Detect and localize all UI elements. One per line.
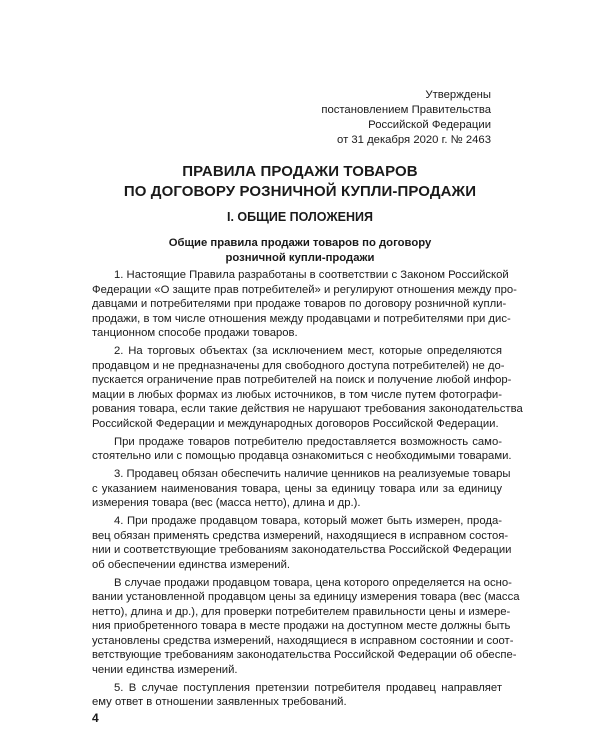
text-line: об обеспечении единства измерений. (92, 558, 291, 571)
text-line: ему ответ в отношении заявленных требований. (92, 696, 347, 708)
paragraph (92, 268, 517, 341)
text-line: рования товара, если такие действия не нарушают требования законодательства (92, 403, 523, 415)
paragraph (92, 576, 520, 678)
text-line: измерения товара (вес (масса нетто), длина и др.). (92, 497, 361, 509)
text-line: стоятельно или с помощью продавца ознакомиться с необходимыми товарами. (92, 450, 512, 462)
text-line: ния приобретенного товара в месте продажи на доступном месте должны быть (92, 620, 511, 632)
text-line: 2. На торговых объектах (за исключением мест, которые определяются (114, 345, 502, 357)
text-line: установлены средства измерений, находящиеся в исправном состоянии и соот- (92, 634, 514, 647)
paragraph (92, 514, 512, 572)
text-line: При продаже товаров потребителю предоставляется возможность само- (114, 435, 502, 448)
text-line: Федерации «О защите прав потребителей» и регулируют отношения между про- (92, 283, 517, 296)
document-body (92, 268, 523, 713)
text-line: пускается ограничение прав потребителей на поиск и получение любой инфор- (92, 374, 512, 386)
text-line: мации в любых формах из любых источников, в том числе путем фотографи- (92, 388, 502, 401)
subsection-line: Общие правила продажи товаров по договору (168, 237, 432, 249)
text-line: вании установленной продавцом цены за единицу измерения товара (вес (масса (92, 591, 520, 603)
text-line: с указанием наименования товара, цены за единицу товара или за единицу (92, 482, 502, 495)
subsection-line: розничной купли-продажи (225, 252, 375, 264)
text-line: нии и соответствующие требованиям законодательства Российской Федерации (92, 544, 512, 556)
paragraph (92, 344, 523, 431)
document-title (0, 162, 600, 202)
text-line: продажи, в том числе отношения между продавцами и потребителями при дис- (92, 312, 511, 325)
paragraph (92, 681, 502, 710)
text-line: Российской Федерации и международных договоров Российской Федерации. (92, 417, 499, 430)
text-line: продавцом и не предназначены для свободного доступа потребителей) не до- (92, 359, 505, 372)
paragraph (92, 435, 512, 464)
text-line: 3. Продавец обязан обеспечить наличие ценников на реализуемые товары (114, 468, 511, 480)
text-line: В случае продажи продавцом товара, цена которого определяется на осно- (114, 576, 512, 589)
text-line: ветствующие требованиям законодательства Российской Федерации об обеспе- (92, 649, 517, 661)
title-line: ПО ДОГОВОРУ РОЗНИЧНОЙ КУПЛИ-ПРОДАЖИ (123, 183, 477, 200)
text-line: нетто), длина и др.), для проверки потребителем правильности цены и измере- (92, 605, 511, 618)
title-line: ПРАВИЛА ПРОДАЖИ ТОВАРОВ (182, 163, 418, 180)
text-line: давцами и потребителями при продаже товаров по договору розничной купли- (92, 298, 507, 310)
approval-line: Утверждены (425, 89, 491, 101)
text-line: 1. Настоящие Правила разработаны в соответствии с Законом Российской (114, 269, 509, 281)
approval-block (321, 88, 491, 148)
text-line: танционном способе продажи товаров. (92, 327, 298, 339)
section-heading: I. ОБЩИЕ ПОЛОЖЕНИЯ (226, 210, 373, 224)
text-line: чении единства измерений. (92, 663, 238, 676)
approval-line: от 31 декабря 2020 г. № 2463 (337, 134, 491, 146)
text-line: вец обязан применять средства измерений, находящиеся в исправном состоя- (92, 529, 509, 542)
approval-line: Российской Федерации (368, 119, 491, 131)
subsection-heading (0, 236, 600, 266)
approval-line: постановлением Правительства (321, 104, 491, 116)
text-line: 5. В случае поступления претензии потребителя продавец направляет (114, 681, 502, 694)
page-number: 4 (92, 711, 99, 725)
text-line: 4. При продаже продавцом товара, который может быть измерен, прода- (114, 515, 502, 527)
paragraph (92, 467, 511, 511)
